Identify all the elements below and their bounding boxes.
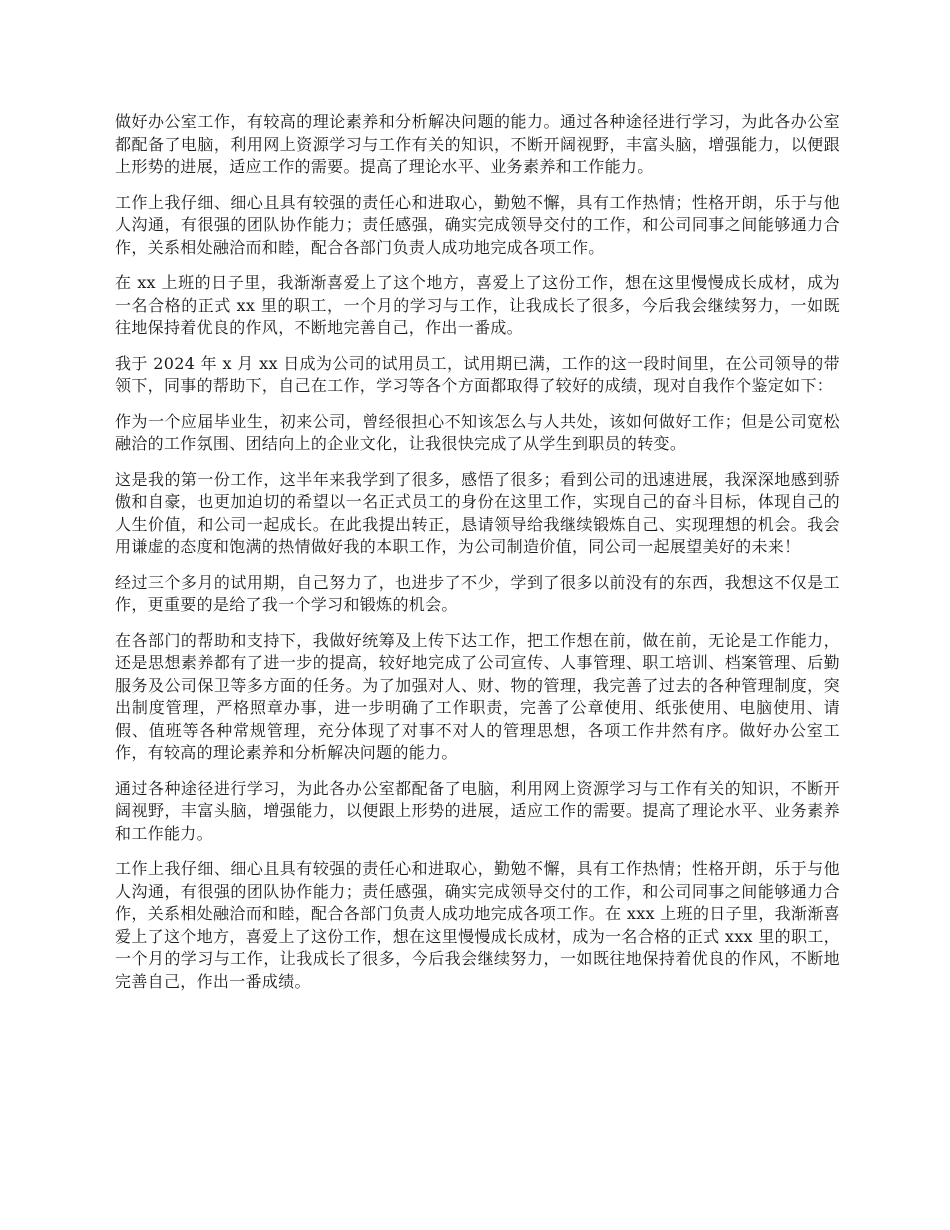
paragraph-10: 工作上我仔细、细心且具有较强的责任心和进取心，勤勉不懈，具有工作热情；性格开朗，乐于与他人沟通，有很强的团队协作能力；责任感强，确实完成领导交付的工作，和公司同事之间能够通力合作，关系相处融洽而和睦，配合各部门负责人成功地完成各项工作。在 xxx 上班的日子里，我渐渐喜爱上了这个地方，喜爱上了这份工作，想在这里慢慢成长成材，成为一名合格的正式 xxx 里的职工，一个月的学习与工作，让我成长了很多，今后我会继续努力，一如既往地保持着优良的作风，不断地完善自己，作出一番成绩。: [115, 859, 840, 991]
paragraph-4: 我于 2024 年 x 月 xx 日成为公司的试用员工，试用期已满，工作的这一段时间里，在公司领导的带领下，同事的帮助下，自己在工作，学习等各个方面都取得了较好的成绩，现对自我作个鉴定如下：: [115, 353, 840, 395]
paragraph-3: 在 xx 上班的日子里，我渐渐喜爱上了这个地方，喜爱上了这份工作，想在这里慢慢成长成材，成为一名合格的正式 xx 里的职工，一个月的学习与工作，让我成长了很多，今后我会继续努力，一如既往地保持着优良的作风，不断地完善自己，作出一番成。: [115, 273, 840, 337]
paragraph-2: 工作上我仔细、细心且具有较强的责任心和进取心，勤勉不懈，具有工作热情；性格开朗，乐于与他人沟通，有很强的团队协作能力；责任感强，确实完成领导交付的工作，和公司同事之间能够通力合作，关系相处融洽而和睦，配合各部门负责人成功地完成各项工作。: [115, 192, 840, 257]
document-page: [115, 111, 840, 1006]
paragraph-5: 作为一个应届毕业生，初来公司，曾经很担心不知该怎么与人共处，该如何做好工作；但是公司宽松融洽的工作氛围、团结向上的企业文化，让我很快完成了从学生到职员的转变。: [115, 411, 840, 453]
paragraph-6: 这是我的第一份工作，这半年来我学到了很多，感悟了很多；看到公司的迅速进展，我深深地感到骄傲和自豪，也更加迫切的希望以一名正式员工的身份在这里工作，实现自己的奋斗目标，体现自己的人生价值，和公司一起成长。在此我提出转正，恳请领导给我继续锻炼自己、实现理想的机会。我会用谦虚的态度和饱满的热情做好我的本职工作，为公司制造价值，同公司一起展望美好的未来！: [115, 469, 840, 556]
paragraph-9: 通过各种途径进行学习，为此各办公室都配备了电脑，利用网上资源学习与工作有关的知识，不断开阔视野，丰富头脑，增强能力，以便跟上形势的进展，适应工作的需要。提高了理论水平、业务素养和工作能力。: [115, 778, 840, 843]
paragraph-1: 做好办公室工作，有较高的理论素养和分析解决问题的能力。通过各种途径进行学习，为此各办公室都配备了电脑，利用网上资源学习与工作有关的知识，不断开阔视野，丰富头脑，增强能力，以便跟上形势的进展，适应工作的需要。提高了理论水平、业务素养和工作能力。: [115, 112, 840, 176]
paragraph-7: 经过三个多月的试用期，自己努力了，也进步了不少，学到了很多以前没有的东西，我想这不仅是工作，更重要的是给了我一个学习和锻炼的机会。: [115, 572, 840, 614]
paragraph-8: 在各部门的帮助和支持下，我做好统筹及上传下达工作，把工作想在前，做在前，无论是工作能力，还是思想素养都有了进一步的提高，较好地完成了公司宣传、人事管理、职工培训、档案管理、后勤服务及公司保卫等多方面的任务。为了加强对人、财、物的管理，我完善了过去的各种管理制度，突出制度管理，严格照章办事，进一步明确了工作职责，完善了公章使用、纸张使用、电脑使用、请假、值班等各种常规管理，充分体现了对事不对人的管理思想，各项工作井然有序。做好办公室工作，有较高的理论素养和分析解决问题的能力。: [115, 630, 840, 762]
